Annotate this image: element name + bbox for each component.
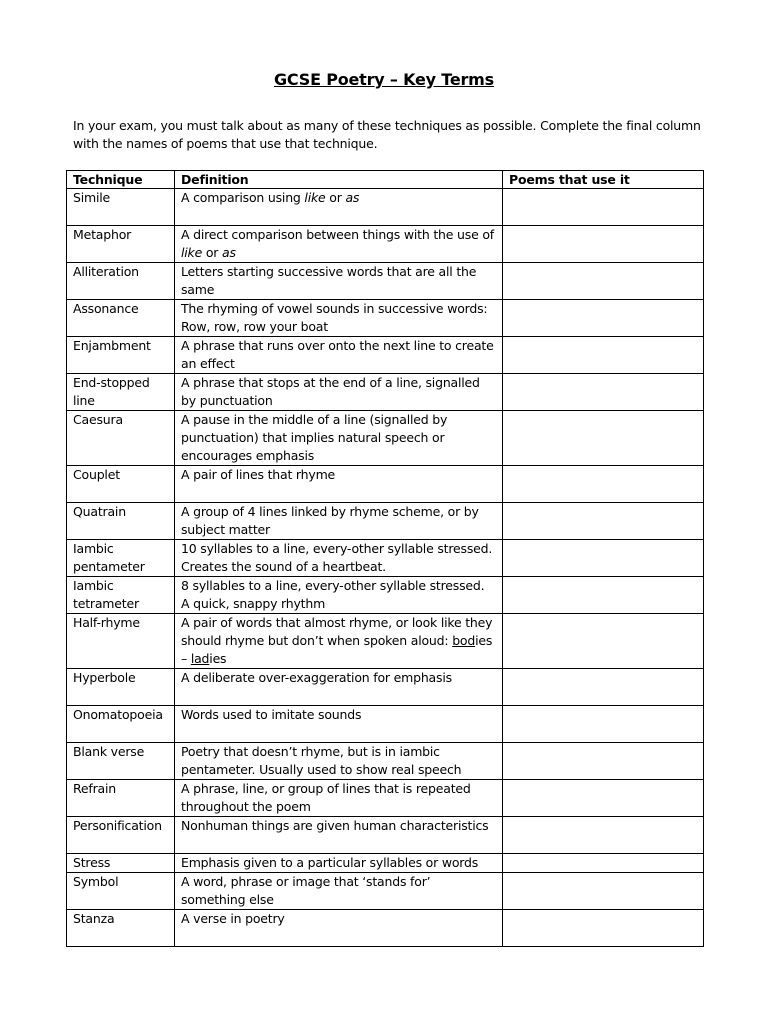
definition-cell: A phrase, line, or group of lines that is repeated throughout the poem xyxy=(175,780,503,817)
table-row xyxy=(67,780,704,817)
table-row xyxy=(67,910,704,947)
definition-cell xyxy=(175,226,503,263)
poems-cell[interactable] xyxy=(503,337,704,374)
table-row xyxy=(67,743,704,780)
table-row xyxy=(67,337,704,374)
table-row xyxy=(67,503,704,540)
definition-cell: The rhyming of vowel sounds in successive words: Row, row, row your boat xyxy=(175,300,503,337)
definition-italic: like xyxy=(181,245,203,260)
definition-cell: A deliberate over-exaggeration for emphasis xyxy=(175,669,503,706)
definition-cell: A group of 4 lines linked by rhyme scheme, or by subject matter xyxy=(175,503,503,540)
header-definition: Definition xyxy=(175,171,503,189)
table-row xyxy=(67,226,704,263)
table-row xyxy=(67,466,704,503)
poems-cell[interactable] xyxy=(503,706,704,743)
poems-cell[interactable] xyxy=(503,466,704,503)
technique-cell: Enjambment xyxy=(67,337,175,374)
definition-cell: Nonhuman things are given human characteristics xyxy=(175,817,503,854)
definition-italic: as xyxy=(345,190,360,205)
technique-cell: Half-rhyme xyxy=(67,614,175,669)
header-technique: Technique xyxy=(67,171,175,189)
table-row xyxy=(67,817,704,854)
definition-cell: Letters starting successive words that are all the same xyxy=(175,263,503,300)
table-row xyxy=(67,614,704,669)
poems-cell[interactable] xyxy=(503,854,704,873)
poems-cell[interactable] xyxy=(503,817,704,854)
table-row xyxy=(67,577,704,614)
technique-cell: Couplet xyxy=(67,466,175,503)
definition-underlined: bod xyxy=(452,633,476,648)
definition-cell: A phrase that stops at the end of a line, signalled by punctuation xyxy=(175,374,503,411)
table-header-row xyxy=(67,171,704,189)
page-title: GCSE Poetry – Key Terms xyxy=(274,70,494,89)
definition-underlined: lad xyxy=(190,651,210,666)
poems-cell[interactable] xyxy=(503,189,704,226)
definition-text: A direct comparison between things with the use of xyxy=(181,227,494,242)
technique-cell: Symbol xyxy=(67,873,175,910)
table-row xyxy=(67,706,704,743)
poems-cell[interactable] xyxy=(503,300,704,337)
poems-cell[interactable] xyxy=(503,780,704,817)
definition-cell: A phrase that runs over onto the next line to create an effect xyxy=(175,337,503,374)
technique-cell: Personification xyxy=(67,817,175,854)
poems-cell[interactable] xyxy=(503,910,704,947)
definition-cell: A pause in the middle of a line (signalled by punctuation) that implies natural speech or encourages emphasis xyxy=(175,411,503,466)
definition-italic: like xyxy=(304,190,326,205)
technique-cell: Onomatopoeia xyxy=(67,706,175,743)
poems-cell[interactable] xyxy=(503,503,704,540)
table-row xyxy=(67,189,704,226)
definition-text: A comparison using xyxy=(181,190,305,205)
key-terms-table xyxy=(66,170,704,947)
poems-cell[interactable] xyxy=(503,577,704,614)
poems-cell[interactable] xyxy=(503,743,704,780)
definition-cell: A word, phrase or image that ‘stands for’ something else xyxy=(175,873,503,910)
definition-cell: A pair of lines that rhyme xyxy=(175,466,503,503)
technique-cell: Iambic tetrameter xyxy=(67,577,175,614)
intro-paragraph: In your exam, you must talk about as many of these techniques as possible. Complete the final column with the names of poems that use that technique. xyxy=(73,118,701,151)
technique-cell: Hyperbole xyxy=(67,669,175,706)
definition-cell: A verse in poetry xyxy=(175,910,503,947)
definition-text: or xyxy=(325,190,346,205)
definition-cell xyxy=(175,189,503,226)
definition-cell: 10 syllables to a line, every-other syllable stressed. Creates the sound of a heartbeat. xyxy=(175,540,503,577)
poems-cell[interactable] xyxy=(503,873,704,910)
table-row xyxy=(67,854,704,873)
technique-cell: Quatrain xyxy=(67,503,175,540)
technique-cell: Stanza xyxy=(67,910,175,947)
table-row xyxy=(67,300,704,337)
definition-italic: as xyxy=(222,245,236,260)
header-poems: Poems that use it xyxy=(503,171,704,189)
definition-text: ies xyxy=(209,651,227,666)
definition-cell: Words used to imitate sounds xyxy=(175,706,503,743)
poems-cell[interactable] xyxy=(503,374,704,411)
poems-cell[interactable] xyxy=(503,263,704,300)
poems-cell[interactable] xyxy=(503,226,704,263)
table-row xyxy=(67,263,704,300)
technique-cell: Blank verse xyxy=(67,743,175,780)
table-row xyxy=(67,669,704,706)
definition-text: A pair of words that almost rhyme, or look like they should rhyme but don’t when spoken aloud: xyxy=(181,615,493,648)
definition-cell: Poetry that doesn’t rhyme, but is in iambic pentameter. Usually used to show real speech xyxy=(175,743,503,780)
table-row xyxy=(67,374,704,411)
technique-cell: Simile xyxy=(67,189,175,226)
definition-text: ies – xyxy=(181,633,493,666)
poems-cell[interactable] xyxy=(503,614,704,669)
poems-cell[interactable] xyxy=(503,540,704,577)
poems-cell[interactable] xyxy=(503,669,704,706)
table-row xyxy=(67,411,704,466)
table-row xyxy=(67,540,704,577)
technique-cell: Caesura xyxy=(67,411,175,466)
definition-cell: 8 syllables to a line, every-other syllable stressed. A quick, snappy rhythm xyxy=(175,577,503,614)
technique-cell: Metaphor xyxy=(67,226,175,263)
poems-cell[interactable] xyxy=(503,411,704,466)
definition-text: or xyxy=(202,245,223,260)
table-row xyxy=(67,873,704,910)
definition-cell xyxy=(175,614,503,669)
technique-cell: Assonance xyxy=(67,300,175,337)
technique-cell: Stress xyxy=(67,854,175,873)
technique-cell: End-stopped line xyxy=(67,374,175,411)
technique-cell: Alliteration xyxy=(67,263,175,300)
definition-cell: Emphasis given to a particular syllables or words xyxy=(175,854,503,873)
technique-cell: Iambic pentameter xyxy=(67,540,175,577)
technique-cell: Refrain xyxy=(67,780,175,817)
